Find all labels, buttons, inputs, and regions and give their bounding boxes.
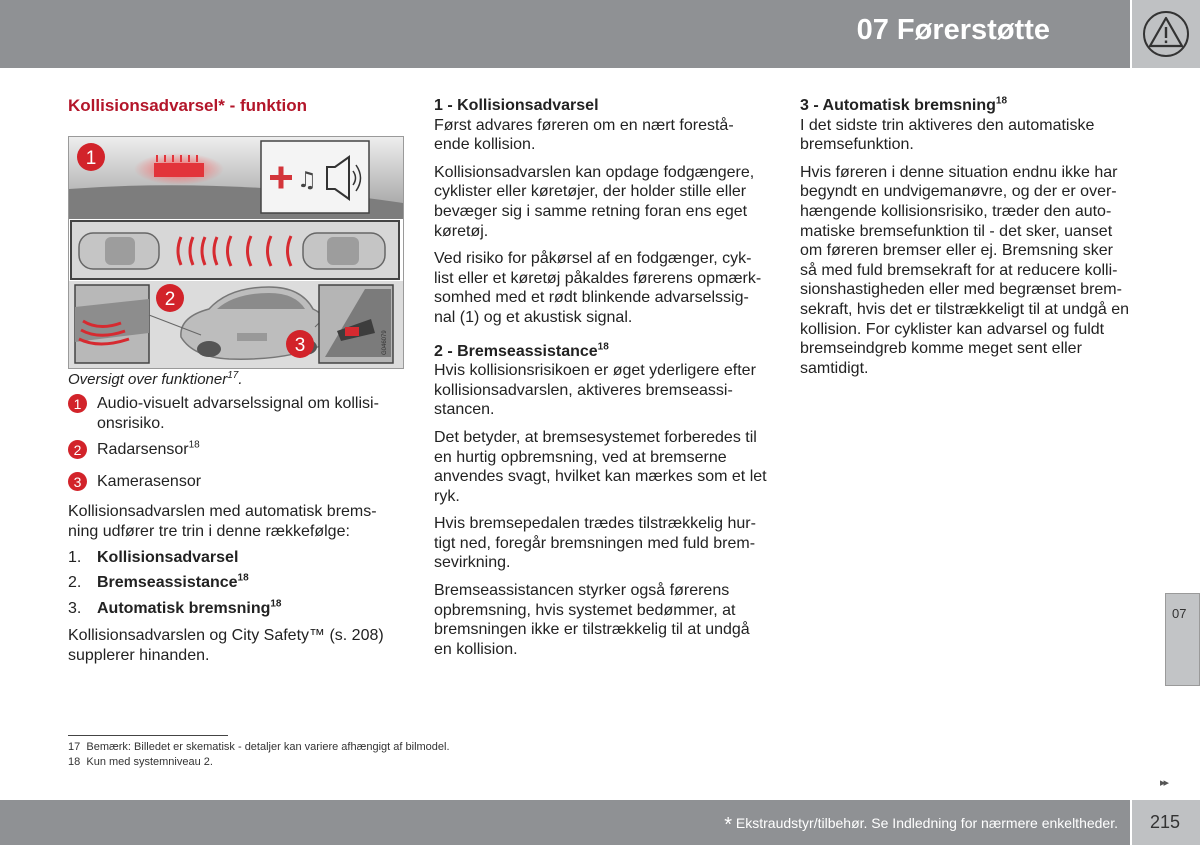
figure-caption: Oversigt over funktioner$^{17}$. — [68, 370, 243, 388]
figure-code: G046079 — [382, 330, 388, 355]
next-page-icon[interactable]: ▸▸ — [1160, 777, 1168, 789]
intro-paragraph: Kollisionsadvarslen med automatisk brems-ning udfører tre trin i denne rækkefølge: — [68, 503, 377, 540]
subheading-auto-braking: 3 - Automatisk bremsning$^{18}$ — [800, 95, 1008, 114]
warning-triangle-icon — [1132, 0, 1200, 68]
paragraph: Hvis kollisionsrisikoen er øget yderligere efter kollisionsadvarslen, aktiveres bremseassi-stancen. — [434, 362, 756, 419]
own-car-topview — [79, 233, 159, 269]
svg-text:3: 3 — [294, 335, 306, 356]
paragraph: Det betyder, at bremsesystemet forberedes til en hurtig opbremsning, ved at bremserne anvendes svagt, hvilket kan mærkes som et let ryk. — [434, 428, 767, 505]
list-item: 3. Automatisk bremsning$^{18}$ — [68, 598, 282, 617]
marker-2 — [156, 284, 184, 312]
legend-item — [68, 472, 398, 492]
section-title: Kollisionsadvarsel* - funktion — [68, 96, 307, 115]
legend-item — [68, 440, 398, 460]
svg-text:1: 1 — [85, 148, 97, 169]
number-badge-2 — [68, 440, 87, 459]
radar-sensor-inset — [75, 285, 149, 363]
column-2 — [434, 96, 769, 667]
front-car-topview — [303, 233, 385, 269]
list-item: 1. Kollisionsadvarsel — [68, 549, 239, 566]
chapter-header — [0, 0, 1130, 68]
svg-text:2: 2 — [164, 289, 176, 310]
svg-text:2: 2 — [73, 442, 82, 458]
marker-3 — [286, 330, 314, 358]
number-badge-3 — [68, 472, 87, 491]
paragraph: Først advares føreren om en nært forestå-ende kollision. — [434, 116, 734, 154]
paragraph: Ved risiko for påkørsel af en fodgænger, cyk-list eller et køretøj påkaldes førerens opmærk-somhed med et rødt blinkende advarselssig-nal (1) og et akustisk signal. — [434, 250, 762, 326]
chapter-title: 07 Førerstøtte — [856, 14, 1050, 46]
page-number-box — [1132, 800, 1200, 845]
legend-item — [68, 394, 398, 433]
legend-text: Radarsensor$^{18}$ — [97, 439, 200, 458]
outro-paragraph: Kollisionsadvarslen og City Safety™ (s. 208) supplerer hinanden. — [68, 627, 384, 664]
subheading-collision-warning: 1 - Kollisionsadvarsel — [434, 97, 599, 114]
footnote: 17 Bemærk: Billedet er skematisk - detaljer kan variere afhængigt af bilmodel. — [68, 741, 450, 753]
paragraph: Bremseassistancen styrker også førerens opbremsning, hvis systemet bedømmer, at bremsningen ikke er tilstrækkelig til at undgå en kollision. — [434, 582, 750, 658]
paragraph: Hvis føreren i denne situation endnu ikke har begyndt en undvigemanøvre, og der er over-hængende kollisionsrisiko, træder den auto-matiske bremsefunktion til - det sker, uanset om føreren bremser eller ej. Bremsning sker så med fuld bremsekraft for at reducere kolli-sionshastigheden eller med begrænset brem-sekraft, hvis det er tilstrækkeligt til at undgå en kollision. For cyklister kan advarsel og fuldt bremseindgreb komme meget sent eller samtidigt. — [800, 163, 1130, 377]
footnote-divider — [68, 735, 228, 736]
list-item: 2. Bremseassistance$^{18}$ — [68, 572, 249, 591]
column-1 — [68, 96, 398, 116]
chapter-side-tab[interactable]: 07 — [1165, 593, 1200, 686]
paragraph: Kollisionsadvarslen kan opdage fodgængere, cyklister eller køretøjer, der holder stille eller bevæger sig i samme retning foran ens eget køretøj. — [434, 163, 755, 240]
music-note-icon — [297, 168, 317, 193]
svg-text:♫: ♫ — [297, 168, 317, 193]
page-number: 215 — [1150, 812, 1181, 832]
number-badge-1 — [68, 394, 87, 413]
svg-text:3: 3 — [73, 474, 82, 490]
column-3 — [800, 96, 1130, 386]
footer-note: * Ekstraudstyr/tilbehør. Se Indledning for nærmere enkeltheder. — [724, 814, 1118, 836]
svg-text:1: 1 — [73, 396, 82, 412]
figure-illustration — [69, 137, 403, 368]
paragraph: I det sidste trin aktiveres den automatiske bremsefunktion. — [800, 116, 1095, 154]
subheading-brake-assist: 2 - Bremseassistance$^{18}$ — [434, 341, 609, 360]
legend-text: Kamerasensor — [97, 473, 202, 490]
warning-box — [1132, 0, 1200, 68]
legend-text: Audio-visuelt advarselssignal om kollisi-onsrisiko. — [97, 395, 379, 432]
page-footer — [0, 800, 1130, 845]
function-overview-figure — [68, 136, 404, 369]
footnote: 18 Kun med systemniveau 2. — [68, 756, 213, 768]
paragraph: Hvis bremsepedalen trædes tilstrækkelig hur-tigt ned, foregår bremsningen med fuld brem-sevirkning. — [434, 515, 756, 572]
marker-1 — [77, 143, 105, 171]
